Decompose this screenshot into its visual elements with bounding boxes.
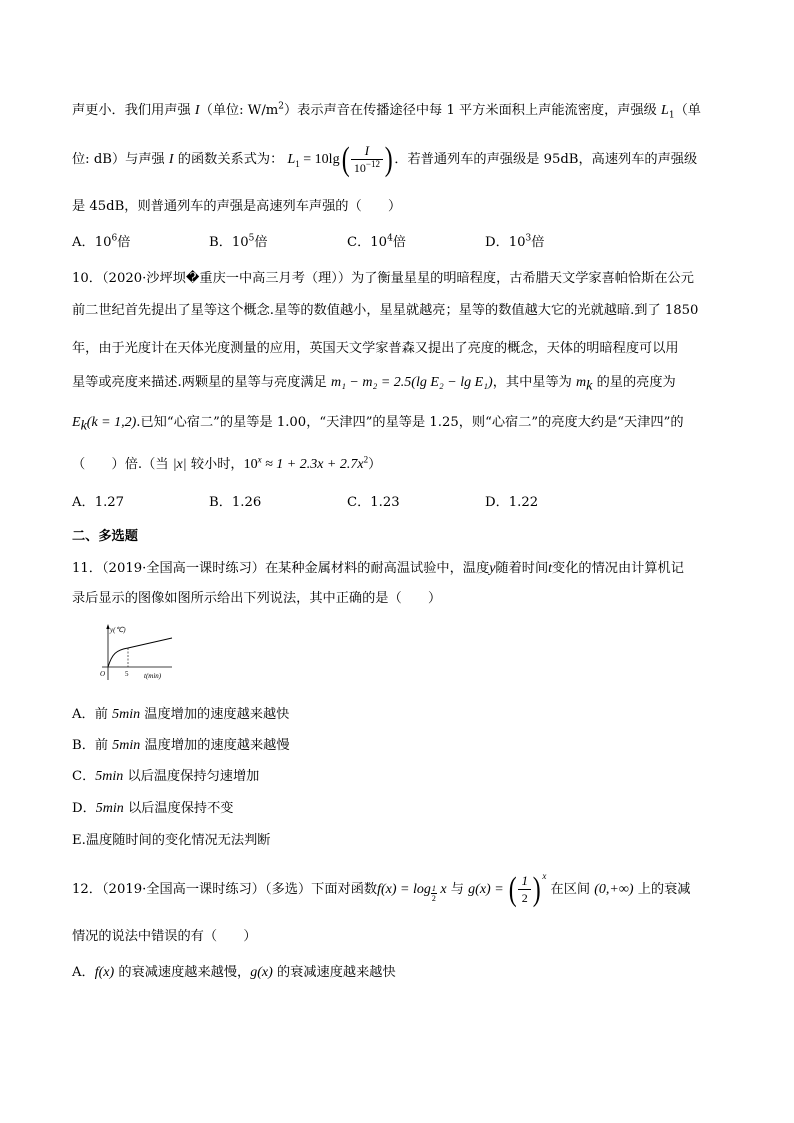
- g-lhs: g(x) =: [468, 882, 508, 897]
- unit: 倍: [531, 235, 545, 250]
- var-m: m: [576, 375, 587, 390]
- text: （单: [674, 103, 701, 118]
- y-axis-label: y(℃): [110, 626, 126, 634]
- x-axis-label: t(min): [144, 672, 162, 680]
- base-den: 2: [431, 894, 436, 903]
- left-paren: (: [341, 140, 350, 178]
- unit: 倍: [392, 235, 406, 250]
- label: D．10: [485, 235, 526, 250]
- text: ．若普通列车的声强级是 95dB，高速列车的声强级: [394, 152, 698, 167]
- text: （ ）倍.（当: [72, 457, 173, 472]
- text: 变化的情况由计算机记: [552, 561, 684, 576]
- text: 随着时间: [495, 561, 549, 576]
- text: 的衰减速度越来越慢，: [114, 965, 251, 980]
- text: ）表示声音在传播途径中每 1 平方米面积上声能流密度，声强级: [284, 103, 662, 118]
- g-of-x: g(x): [250, 965, 273, 980]
- sub: 1: [668, 110, 675, 121]
- q10-option-c: C．1.23: [347, 495, 400, 510]
- q10-line3: 年，由于光度计在天体光度测量的应用，英国天文学家普森又提出了亮度的概念，天体的明暗程度可以用: [72, 341, 679, 356]
- text: 的衰减速度越来越快: [272, 965, 396, 980]
- g-exp: x: [542, 871, 547, 881]
- f-log: f(x) = log: [377, 882, 431, 897]
- min-value: 5min: [95, 769, 124, 784]
- var-y: y: [489, 561, 496, 576]
- interval: (0,+∞): [594, 882, 634, 897]
- exp: 6: [111, 233, 118, 244]
- den-exp: −12: [365, 159, 380, 170]
- q12-option-a: [72, 964, 396, 982]
- magnitude-formula: m₁ − m₂ = 2.5(lg E₂ − lg E₁): [330, 375, 493, 390]
- g-definition: [468, 870, 547, 908]
- text: 较小时，: [186, 457, 244, 472]
- text: 声更小．我们用声强: [72, 103, 195, 118]
- text: D．: [72, 801, 96, 816]
- q9-option-d: [485, 234, 544, 252]
- label: C．10: [347, 235, 388, 250]
- approx-formula: [243, 454, 369, 472]
- q10-option-a: A．1.27: [72, 495, 125, 510]
- q9-line2: [72, 142, 697, 178]
- q10-line1: 10．（2020·沙坪坝�重庆一中高三月考（理））为了衡量星星的明暗程度，古希腊天文学家喜帕恰斯在公元: [72, 271, 694, 286]
- text: 位: dB）与声强: [72, 152, 169, 167]
- q11-option-b: [72, 737, 290, 755]
- g-fraction: [518, 873, 531, 906]
- min-value: 5min: [95, 801, 124, 816]
- text: E.温度随时间的变化情况无法判断: [72, 833, 271, 848]
- sub: 1: [295, 158, 300, 169]
- sub-k: k: [80, 418, 87, 434]
- text: 温度增加的速度越来越慢: [140, 738, 290, 753]
- f-arg: x: [436, 882, 447, 897]
- numerator: I: [351, 143, 383, 160]
- text: A．: [72, 965, 95, 980]
- g-den: 2: [521, 891, 528, 906]
- denominator: [351, 160, 383, 176]
- abs-x: |x|: [172, 457, 187, 472]
- origin-label: O: [100, 670, 106, 678]
- sup: 2: [278, 101, 284, 112]
- text: .已知“心宿二”的星等是 1.00，“天津四”的星等是 1.25，则“心宿二”的亮度大约是“天津四”的: [136, 415, 684, 430]
- q10-line2: 前二世纪首先提出了星等这个概念.星等的数值越小，星星就越亮；星等的数值越大它的光就越暗.到了 1850: [72, 303, 699, 318]
- q9-option-c: [347, 234, 406, 252]
- text: 在区间: [546, 882, 595, 897]
- q10-line6: [72, 456, 381, 474]
- min-value: 5min: [112, 707, 141, 722]
- f-definition: [377, 882, 447, 903]
- text: 以后温度保持不变: [123, 801, 234, 816]
- text: ，其中星等为: [492, 375, 577, 390]
- q11-line2: 录后显示的图像如图所示给出下列说法，其中正确的是（ ）: [72, 591, 442, 606]
- text: 的函数关系式为：: [173, 152, 284, 167]
- rest: ≈ 1 + 2.3x + 2.7x: [261, 457, 364, 472]
- text: 11．（2019·全国高一课时练习）在某种金属材料的耐高温试验中，温度: [72, 561, 490, 576]
- var-E: E: [72, 415, 81, 430]
- left-paren: (: [508, 870, 517, 908]
- q9-option-b: [209, 234, 268, 252]
- fraction: [351, 143, 383, 176]
- text: 星等或亮度来描述.两颗星的星等与亮度满足: [72, 375, 331, 390]
- q11-option-a: [72, 706, 289, 724]
- right-paren: ): [532, 870, 541, 908]
- base: 10: [243, 457, 258, 472]
- loudness-formula: [287, 140, 394, 178]
- g-num: 1: [518, 873, 531, 890]
- text: 的星的亮度为: [592, 375, 676, 390]
- right-paren: ): [384, 140, 393, 178]
- unit: 倍: [117, 235, 131, 250]
- section-heading: 二、多选题: [72, 529, 138, 544]
- text: ）: [368, 457, 382, 472]
- text: 与: [446, 882, 469, 897]
- exp: 4: [387, 233, 393, 244]
- q10-option-d: D．1.22: [485, 495, 539, 510]
- text: B．前: [72, 738, 113, 753]
- var-I: I: [168, 152, 174, 167]
- unit: 倍: [254, 235, 268, 250]
- q11-option-d: [72, 800, 233, 818]
- x-tick-label: 5: [125, 670, 129, 678]
- f-of-x: f(x): [94, 965, 115, 980]
- exp: 3: [525, 233, 532, 244]
- var-I: I: [194, 103, 200, 118]
- text: 上的衰减: [633, 882, 691, 897]
- base-num: 1: [431, 884, 436, 893]
- q10-line4: [72, 374, 676, 392]
- q9-line1: [72, 102, 701, 120]
- text: A．前: [72, 707, 113, 722]
- q9-line3: 是 45dB，则普通列车的声强是高速列车声强的（ ）: [72, 199, 402, 214]
- var-L: L: [661, 103, 669, 118]
- q12-line2: 情况的说法中错误的有（ ）: [72, 929, 257, 944]
- var-t: t: [548, 561, 553, 576]
- temperature-graph: [100, 622, 180, 686]
- text: C．: [72, 769, 96, 784]
- q11-option-c: [72, 768, 259, 786]
- den-base: 10: [353, 161, 366, 176]
- sub-k: k: [586, 378, 593, 394]
- exp: x: [257, 454, 262, 465]
- var-L: L: [287, 152, 296, 167]
- sq: 2: [363, 454, 369, 465]
- formula-eq: = 10lg: [299, 152, 340, 167]
- text: 12．（2019·全国高一课时练习）（多选）下面对函数: [72, 882, 378, 897]
- q9-option-a: [72, 234, 130, 252]
- q11-option-e: [72, 832, 270, 850]
- min-value: 5min: [112, 738, 141, 753]
- exp: 5: [248, 233, 255, 244]
- temperature-curve: [108, 638, 172, 667]
- k-def: (k = 1,2): [86, 415, 137, 430]
- q10-option-b: B．1.26: [209, 495, 262, 510]
- label: B．10: [209, 235, 249, 250]
- text: 温度增加的速度越来越快: [140, 707, 290, 722]
- q12-line1: [72, 870, 690, 910]
- text: （单位: W/m: [199, 103, 279, 118]
- text: 以后温度保持匀速增加: [123, 769, 260, 784]
- label: A．10: [72, 235, 112, 250]
- q11-line1: [72, 560, 684, 578]
- q10-line5: [72, 414, 684, 432]
